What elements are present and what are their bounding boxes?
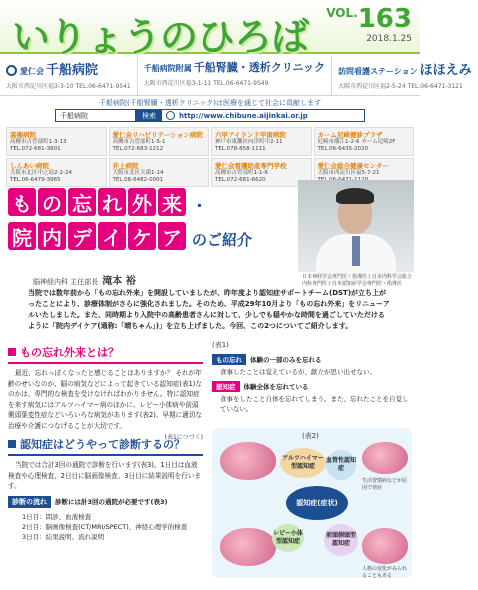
brain-illustration (362, 442, 408, 474)
issue-info (326, 6, 412, 44)
clinic-card (6, 127, 107, 156)
photo-credit: 日本神経学会専門医・指導医 / 日本内科学会総合内科専門医 / 日本認知症学会専門医・指導医 (302, 274, 412, 287)
comparison-age (212, 354, 412, 377)
flow-text: 診断には計3回の通院が必要です(表3) (55, 498, 168, 506)
clinic-card (109, 127, 210, 156)
headline-char: ア (158, 222, 186, 250)
clinic-address: 大阪市西淀川区福5-7-21 (317, 170, 380, 176)
table-label: (表1) (212, 341, 229, 349)
square-bullet-icon (8, 348, 16, 356)
comparison-tag: もの忘れ (212, 354, 246, 365)
institution-address: 大阪市西淀川区福3-3-10 TEL.06-6471-9541 (6, 83, 131, 90)
clinic-card (211, 127, 312, 156)
headline-char: 外 (128, 188, 156, 216)
clinic-tel: TEL.06-6435-2020 (317, 146, 369, 152)
issue-date: 2018.1.25 (366, 34, 412, 44)
clinic-name: 愛仁会総合健康センター (317, 162, 389, 170)
headline-char: デ (68, 222, 96, 250)
square-bullet-icon (8, 440, 16, 448)
section-body: 当院では合計3回の通院で診断を行います(表3)。1日目は血液検査や心理検査、2日目に脳画像検査、3日目に結果説明を行います。 (8, 461, 202, 490)
clinic-address: 高槻市古曽部町1-3-13 (10, 139, 67, 145)
institution (138, 56, 332, 95)
section-what-is (8, 344, 203, 441)
newsletter-title: いりょうのひろば (12, 15, 309, 59)
continued-note: (表1につづく) (164, 434, 203, 441)
comparison-dementia (212, 381, 412, 414)
brain-illustration (220, 442, 276, 480)
flow-tag: 診断の流れ (8, 496, 51, 508)
institution-prefix: 愛仁会 (20, 67, 44, 76)
clinic-name: 六甲アイランド甲南病院 (215, 131, 286, 139)
figure-caption: 生活習慣病などが原因で発症 (362, 478, 408, 491)
section-title: 認知症はどうやって診断するの？ (8, 436, 203, 452)
dementia-types-diagram (212, 428, 412, 578)
clinic-name: カーム尼崎健診プラザ (317, 131, 383, 139)
institution-address: 大阪市西淀川区福3-1-11 TEL.06-6471-9549 (143, 80, 269, 87)
figure-caption: 人格の変化がみられることもある (362, 566, 408, 579)
node-lewy: レビー小体型認知症 (272, 524, 304, 552)
comparison-body: 食事をしたこと自体を忘れてしまう。また、忘れたことを自覚していない。 (220, 395, 409, 413)
doctor-photo (298, 180, 414, 272)
headline-tail: ・ (192, 197, 208, 215)
clinic-tel: TEL.072-683-1212 (112, 146, 164, 152)
author-name: 滝本 裕 (102, 276, 136, 287)
vol-label: VOL. (326, 6, 358, 20)
feature-headline (8, 188, 258, 256)
search-button[interactable]: 検索 (136, 110, 162, 121)
clinic-tel: TEL.06-6479-3965 (10, 177, 61, 183)
figure-label: (表2) (302, 432, 319, 440)
clinic-name: 井上病院 (112, 162, 139, 170)
institutions-strip (0, 56, 472, 96)
headline-char: 院 (8, 222, 36, 250)
clinic-card (109, 158, 210, 187)
node-vascular: 血管性認知症 (326, 450, 356, 480)
node-frontotemporal: 前頭側頭型認知症 (324, 524, 358, 556)
clinic-name: 愛仁会リハビリテーション病院 (112, 131, 203, 139)
comparison-body: 食事したことは覚えているが、献立が思い出せない。 (220, 368, 376, 376)
diagnosis-flow (8, 496, 203, 508)
headline-char: も (8, 188, 36, 216)
clinic-name: 高槻病院 (10, 131, 36, 139)
clinic-card (6, 158, 107, 187)
search-box[interactable]: 千船病院 (56, 110, 136, 121)
clinic-name: 愛仁会看護助産専門学校 (215, 162, 287, 170)
clinic-tel: TEL.072-681-6620 (215, 177, 266, 183)
aijinkai-logo-icon (6, 65, 17, 76)
institution-name: 千船病院 (46, 63, 99, 78)
clinic-address: 神戸市東灘区向洋町中2-11 (215, 139, 283, 145)
clinic-address: 大阪市北区天満1-14 (112, 170, 164, 176)
section-body: 最近、忘れっぽくなったと感じることはありますか？ それが年齢のせいなのか、脳の病気などによって起きている認知症(表1)なのかは、専門的な検査を受けなければわかりません。特に認知症を来す病気にはアルツハイマー病のほかに、レビー小体病や前頭側頭葉変性症などいろいろな病気があります(表2)。早期に適切な治療や介護につなげることが大切です。 (8, 369, 202, 430)
clinic-address: 高槻市古曽部町1-1-6 (215, 170, 268, 176)
comparison-title: 体験の一部のみを忘れる (250, 356, 322, 364)
step-item: 1日目：問診、血液検査 (22, 512, 92, 521)
vol-number: 163 (357, 4, 412, 34)
comparison-tag: 認知症 (212, 381, 240, 392)
intro-paragraph: 当院では数年前から「もの忘れ外来」を開設していましたが、昨年度より認知症サポートチーム(DST)が立ち上がったことにより、診療体制がさらに強化されました。そのため、平成29年10月より「もの忘れ外来」をリニューアルいたしました。また、同時期より入院中の高齢患者さんに対して、少しでも穏やかな時間を過ごしていただけるように「院内デイケア(通称:「晴ちゃん」)」を立ち上げました。今回、この2つについてご紹介します。 (28, 289, 390, 330)
clinic-tel: TEL.06-6482-0001 (112, 177, 164, 183)
institution-name: 千船腎臓・透析クリニック (193, 61, 326, 74)
institution-address: 大阪市西淀川区福2-5-24 TEL.06-6471-3121 (338, 83, 463, 90)
comparison-title: 体験全体を忘れている (243, 383, 309, 391)
institution-name: ほほえみ (419, 63, 472, 78)
comparison-table (212, 340, 412, 414)
clinic-card (314, 127, 415, 156)
clinic-name: しんあい病院 (10, 162, 49, 170)
website-url[interactable]: http://www.chibune.aijinkai.or.jp (179, 111, 308, 120)
step-item: 3日目：結果説明、流れ説明 (22, 532, 105, 541)
brain-illustration (362, 528, 408, 564)
author-byline (33, 272, 136, 287)
headline-char: れ (98, 188, 126, 216)
tagline: 千船病院(千船腎臓・透析クリニック)は医療を通じて社会に貢献します (98, 99, 322, 107)
center-node: 認知症(症状) (286, 486, 348, 520)
node-alzheimer: アルツハイマー型認知症 (280, 448, 326, 478)
clinic-address: 高槻市古曽部町1-5-1 (112, 139, 166, 145)
headline-char: の (38, 188, 66, 216)
institution (332, 56, 478, 95)
clinic-card (211, 158, 312, 187)
clinic-address: 大阪市北区中之島2-2-24 (10, 170, 72, 176)
section-title: もの忘れ外来とは？ (8, 344, 203, 360)
author-role: 脳神経内科 主任部長 (33, 278, 99, 286)
headline-line-1 (8, 188, 258, 216)
headline-line-2 (8, 222, 258, 250)
headline-char: イ (98, 222, 126, 250)
institution (0, 56, 138, 95)
search-icon (166, 111, 175, 120)
institution-prefix: 千船病院附属 (143, 64, 192, 73)
headline-char: ケ (128, 222, 156, 250)
brain-illustration (220, 528, 276, 566)
diagnosis-steps (8, 512, 203, 542)
url-bar (55, 109, 365, 122)
headline-tail: のご紹介 (192, 231, 253, 249)
headline-char: 忘 (68, 188, 96, 216)
clinic-tel: TEL.078-858-1111 (215, 146, 266, 152)
section-diagnosis (8, 436, 203, 542)
clinic-tel: TEL.072-681-3801 (10, 146, 61, 152)
headline-char: 内 (38, 222, 66, 250)
masthead (0, 0, 420, 59)
clinic-address: 尼崎市潮江1-2-6 カーム尼崎2F (317, 139, 396, 145)
institution-prefix: 訪問看護ステーション (338, 67, 418, 76)
step-item: 2日目：脳画像検査(CT/MRI/SPECT)、神経心理学的検査 (22, 522, 188, 531)
headline-char: 来 (158, 188, 186, 216)
group-clinics (6, 127, 414, 183)
